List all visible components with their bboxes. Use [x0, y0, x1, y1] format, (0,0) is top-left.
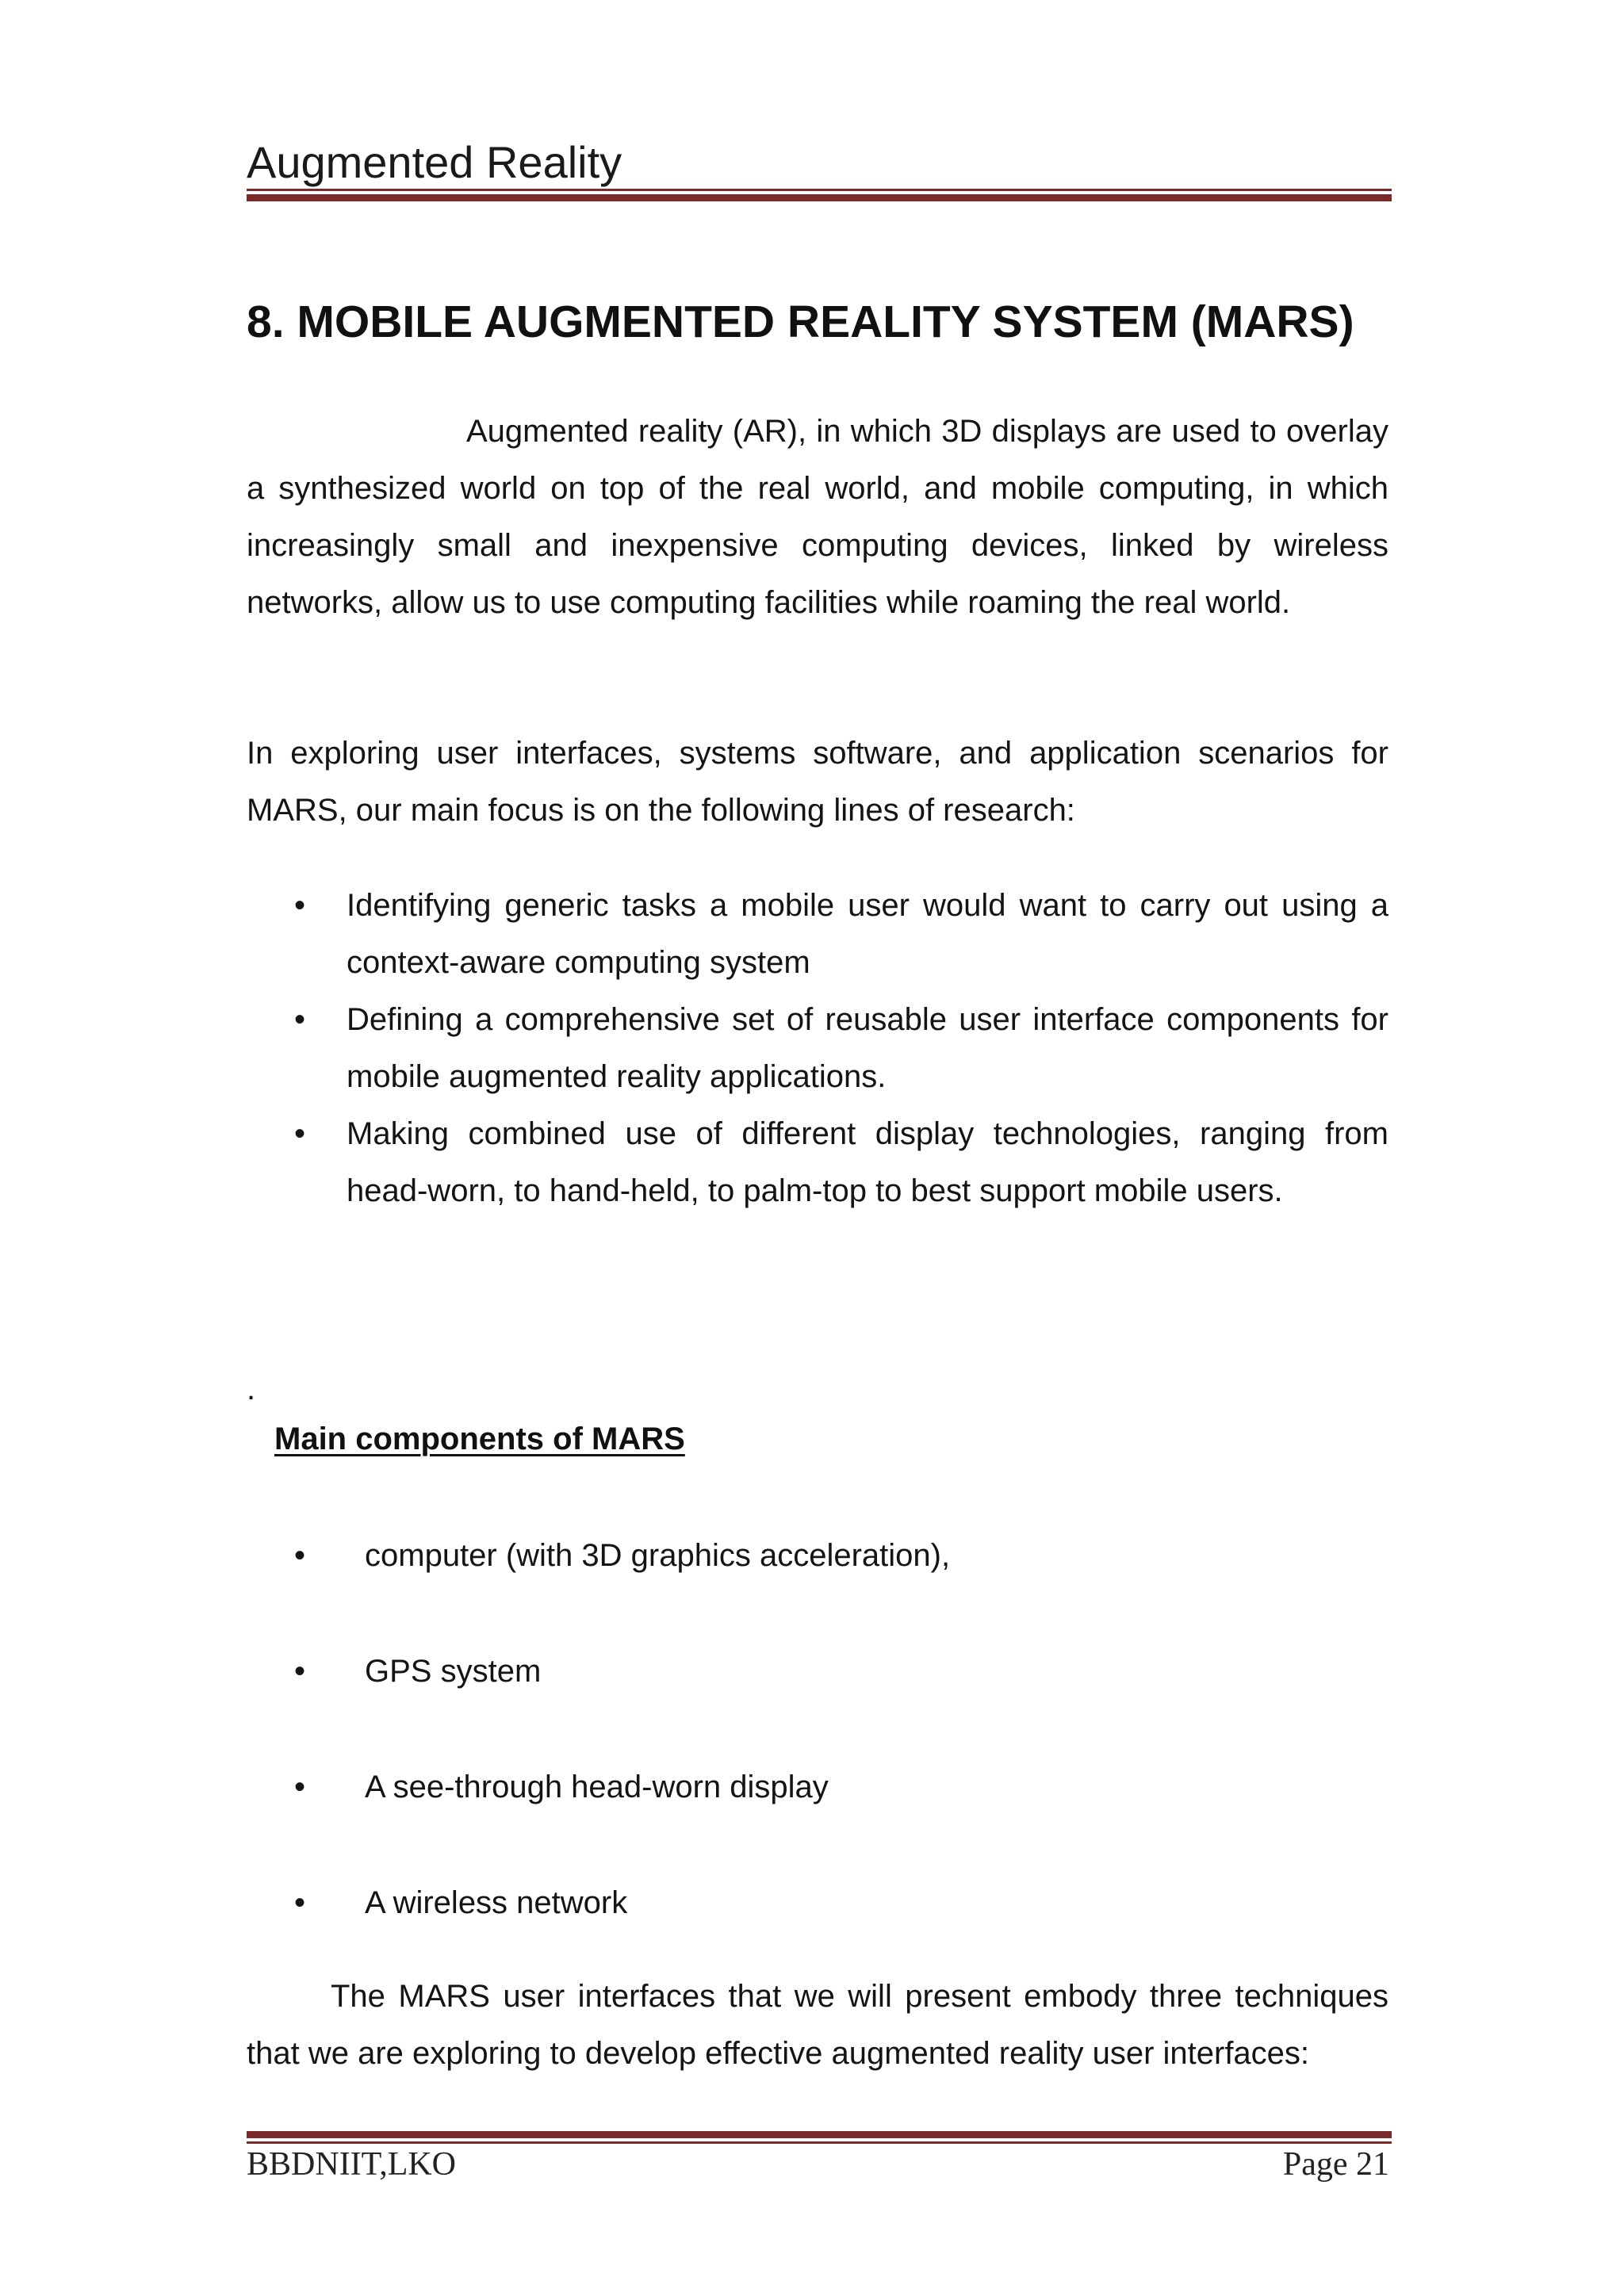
closing-paragraph: The MARS user interfaces that we will present embody three techniques that we are exploring to develop effective augmented reality user interfaces: [247, 1979, 1388, 2071]
page-number: Page 21 [1282, 2146, 1389, 2183]
footer-institution: BBDNIIT,LKO [247, 2146, 457, 2183]
research-bullet-text: Identifying generic tasks a mobile user would want to carry out using a context-aware computing system [347, 888, 1388, 980]
chapter-title: 8. MOBILE AUGMENTED REALITY SYSTEM (MARS) [247, 297, 1354, 347]
bullet-icon: • [294, 1116, 306, 1151]
research-lead-paragraph: In exploring user interfaces, systems software, and application scenarios for MARS, our main focus is on the following lines of research: [247, 736, 1388, 828]
research-bullet-text: Making combined use of different display technologies, ranging from head-worn, to hand-held, to palm-top to best support mobile users. [347, 1116, 1388, 1208]
list-item [247, 991, 1388, 1105]
list-item [247, 1105, 1388, 1219]
component-label: A see-through head-worn display [365, 1770, 829, 1804]
running-header-title: Augmented Reality [247, 137, 622, 187]
stray-period-mark: . [247, 1372, 256, 1406]
component-label: computer (with 3D graphics acceleration), [365, 1538, 951, 1573]
bullet-icon: • [294, 1002, 306, 1037]
bullet-icon: • [294, 1885, 306, 1920]
intro-paragraph: Augmented reality (AR), in which 3D displays are used to overlay a synthesized world on top of the real world, and mobile computing, in which increasingly small and inexpensive computing devices, linked by wireless networks, allow us to use computing facilities while roaming the real world. [247, 414, 1388, 620]
list-item [247, 877, 1388, 991]
component-label: GPS system [365, 1654, 542, 1689]
components-heading: Main components of MARS [274, 1422, 685, 1456]
bullet-icon: • [294, 888, 306, 923]
research-bullet-list [247, 877, 1388, 1219]
bullet-icon: • [294, 1770, 306, 1804]
component-label: A wireless network [365, 1885, 628, 1920]
bullet-icon: • [294, 1654, 306, 1689]
header-rule [247, 189, 1392, 201]
bullet-icon: • [294, 1538, 306, 1573]
research-bullet-text: Defining a comprehensive set of reusable user interface components for mobile augmented reality applications. [347, 1002, 1388, 1094]
